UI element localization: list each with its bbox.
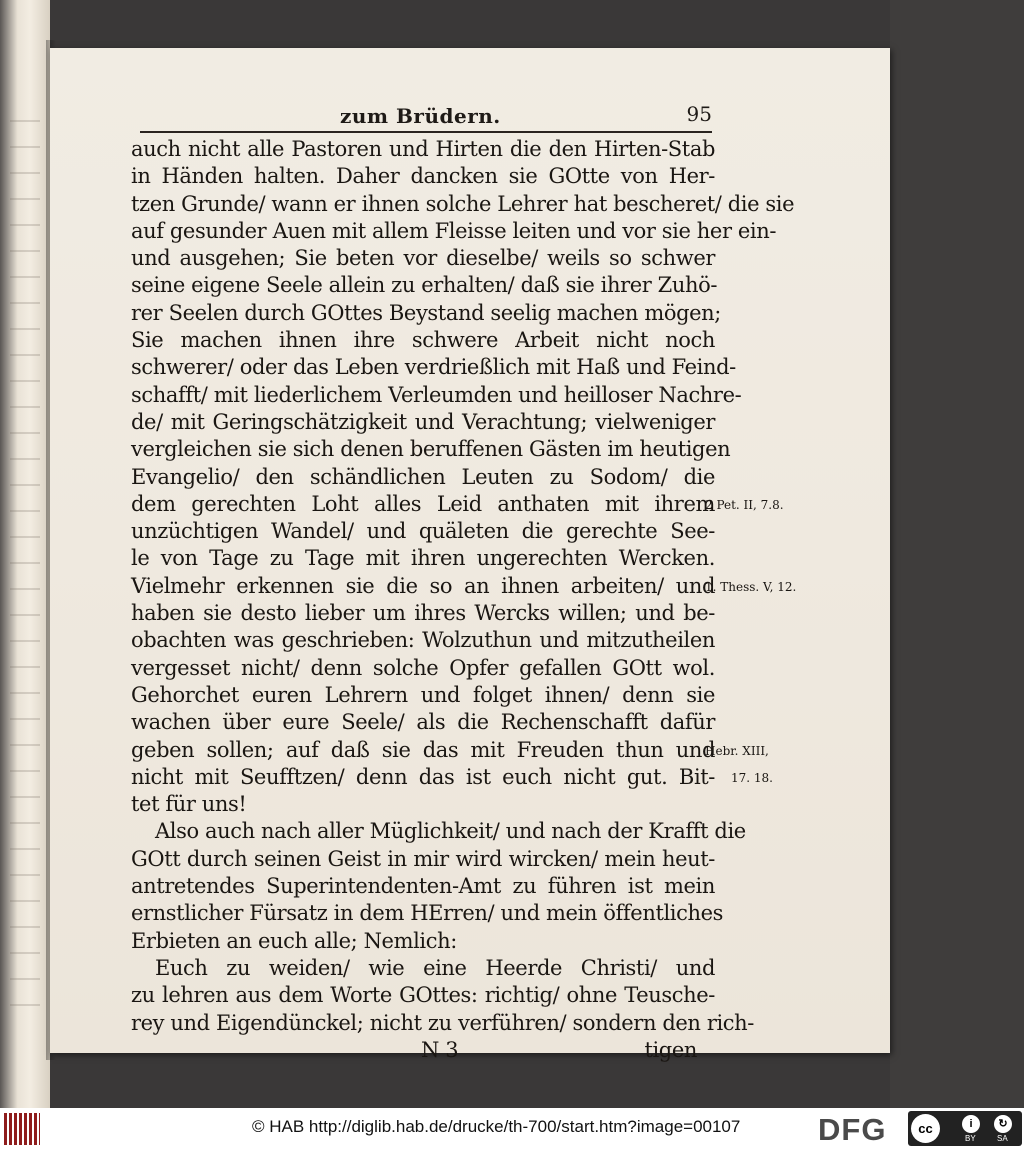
text-line: schwerer/ oder das Leben verdrießlich mit Haß und Feind-: [131, 355, 736, 380]
signature-line: [131, 1037, 715, 1064]
margin-note: 2 Pet. II, 7.8.: [705, 497, 784, 512]
text-line: le von Tage zu Tage mit ihren ungerechten Wercken.: [131, 546, 715, 571]
text-line: vergesset nicht/ denn solche Opfer gefallen GOtt wol.: [131, 655, 715, 680]
text-line: wachen über eure Seele/ als die Rechenschafft dafür: [131, 710, 715, 735]
text-line: ernstlicher Fürsatz in dem HErren/ und mein öffentliches: [131, 901, 724, 926]
text-line: dem gerechten Loht alles Leid anthaten mit ihrem: [131, 491, 715, 516]
text-line: tzen Grunde/ wann er ihnen solche Lehrer hat bescheret/ die sie: [131, 191, 795, 216]
text-line: Evangelio/ den schändlichen Leuten zu Sodom/ die: [131, 464, 715, 489]
text-line: haben sie desto lieber um ihres Wercks willen; und be-: [131, 601, 715, 626]
text-line: GOtt durch seinen Geist in mir wird wircken/ mein heut-: [131, 846, 715, 871]
header-rule: [140, 131, 712, 133]
adjacent-page-edge: [0, 0, 50, 1108]
text-line: auf gesunder Auen mit allem Fleisse leiten und vor sie her ein-: [131, 218, 777, 243]
source-credit-link[interactable]: © HAB http://diglib.hab.de/drucke/th-700/start.htm?image=00107: [252, 1117, 741, 1136]
text-line: Sie machen ihnen ihre schwere Arbeit nicht noch: [131, 328, 715, 353]
text-line: Gehorchet euren Lehrern und folget ihnen/ denn sie: [131, 682, 715, 707]
text-line: vergleichen sie sich denen beruffenen Gästen im heutigen: [131, 437, 731, 462]
text-line: Erbieten an euch alle; Nemlich:: [131, 928, 457, 953]
cc-license-badge[interactable]: [908, 1111, 1022, 1146]
text-line: Also auch nach aller Müglichkeit/ und nach der Krafft die: [155, 819, 746, 844]
text-line: schafft/ mit liederlichem Verleumden und heilloser Nachre-: [131, 382, 742, 407]
text-line: seine eigene Seele allein zu erhalten/ daß sie ihrer Zuhö-: [131, 273, 718, 298]
scan-background: [890, 0, 1024, 1108]
cc-icon: cc: [911, 1114, 940, 1143]
page-number: 95: [686, 102, 712, 126]
page-header: [140, 104, 712, 134]
catchword: tigen: [644, 1037, 697, 1062]
text-line: antretendes Superintendenten-Amt zu führen ist mein: [131, 874, 715, 899]
viewer-footer: [0, 1108, 1024, 1149]
dfg-logo[interactable]: DFG: [818, 1112, 887, 1147]
margin-note: Hebr. XIII,: [705, 743, 769, 758]
text-line: rer Seelen durch GOttes Beystand seelig machen mögen;: [131, 300, 721, 325]
signature-mark: N 3: [421, 1037, 459, 1062]
text-line: in Händen halten. Daher dancken sie GOtte von Her-: [131, 164, 715, 189]
text-line: geben sollen; auf daß sie das mit Freuden thun und: [131, 737, 715, 762]
by-person-icon: i: [962, 1115, 980, 1133]
text-line: Euch zu weiden/ wie eine Heerde Christi/ und: [155, 955, 715, 980]
text-line: nicht mit Seufftzen/ denn das ist euch nicht gut. Bit-: [131, 764, 715, 789]
text-line: zu lehren aus dem Worte GOttes: richtig/ ohne Teusche-: [131, 983, 715, 1008]
margin-note: 1. Thess. V, 12.: [705, 579, 797, 594]
text-line: Vielmehr erkennen sie die so an ihnen arbeiten/ und: [131, 573, 715, 598]
by-label: BY: [965, 1134, 976, 1143]
text-line: tet für uns!: [131, 792, 247, 817]
text-line: und ausgehen; Sie beten vor dieselbe/ weils so schwer: [131, 246, 715, 271]
running-head: zum Brüdern.: [340, 104, 501, 128]
sa-share-icon: ↻: [994, 1115, 1012, 1133]
adjacent-page-text-shadow: [10, 120, 40, 1020]
text-line: de/ mit Geringschätzigkeit und Verachtung; vielweniger: [131, 409, 715, 434]
hab-logo-icon[interactable]: [4, 1113, 40, 1145]
text-line: auch nicht alle Pastoren und Hirten die den Hirten-Stab: [131, 137, 715, 161]
margin-note: 17. 18.: [731, 770, 773, 785]
text-line: unzüchtigen Wandel/ und quäleten die gerechte See-: [131, 519, 715, 544]
text-line: rey und Eigendünckel; nicht zu verführen/ sondern den rich-: [131, 1010, 754, 1035]
sa-label: SA: [997, 1134, 1008, 1143]
text-line: obachten was geschrieben: Wolzuthun und mitzutheilen: [131, 628, 715, 653]
